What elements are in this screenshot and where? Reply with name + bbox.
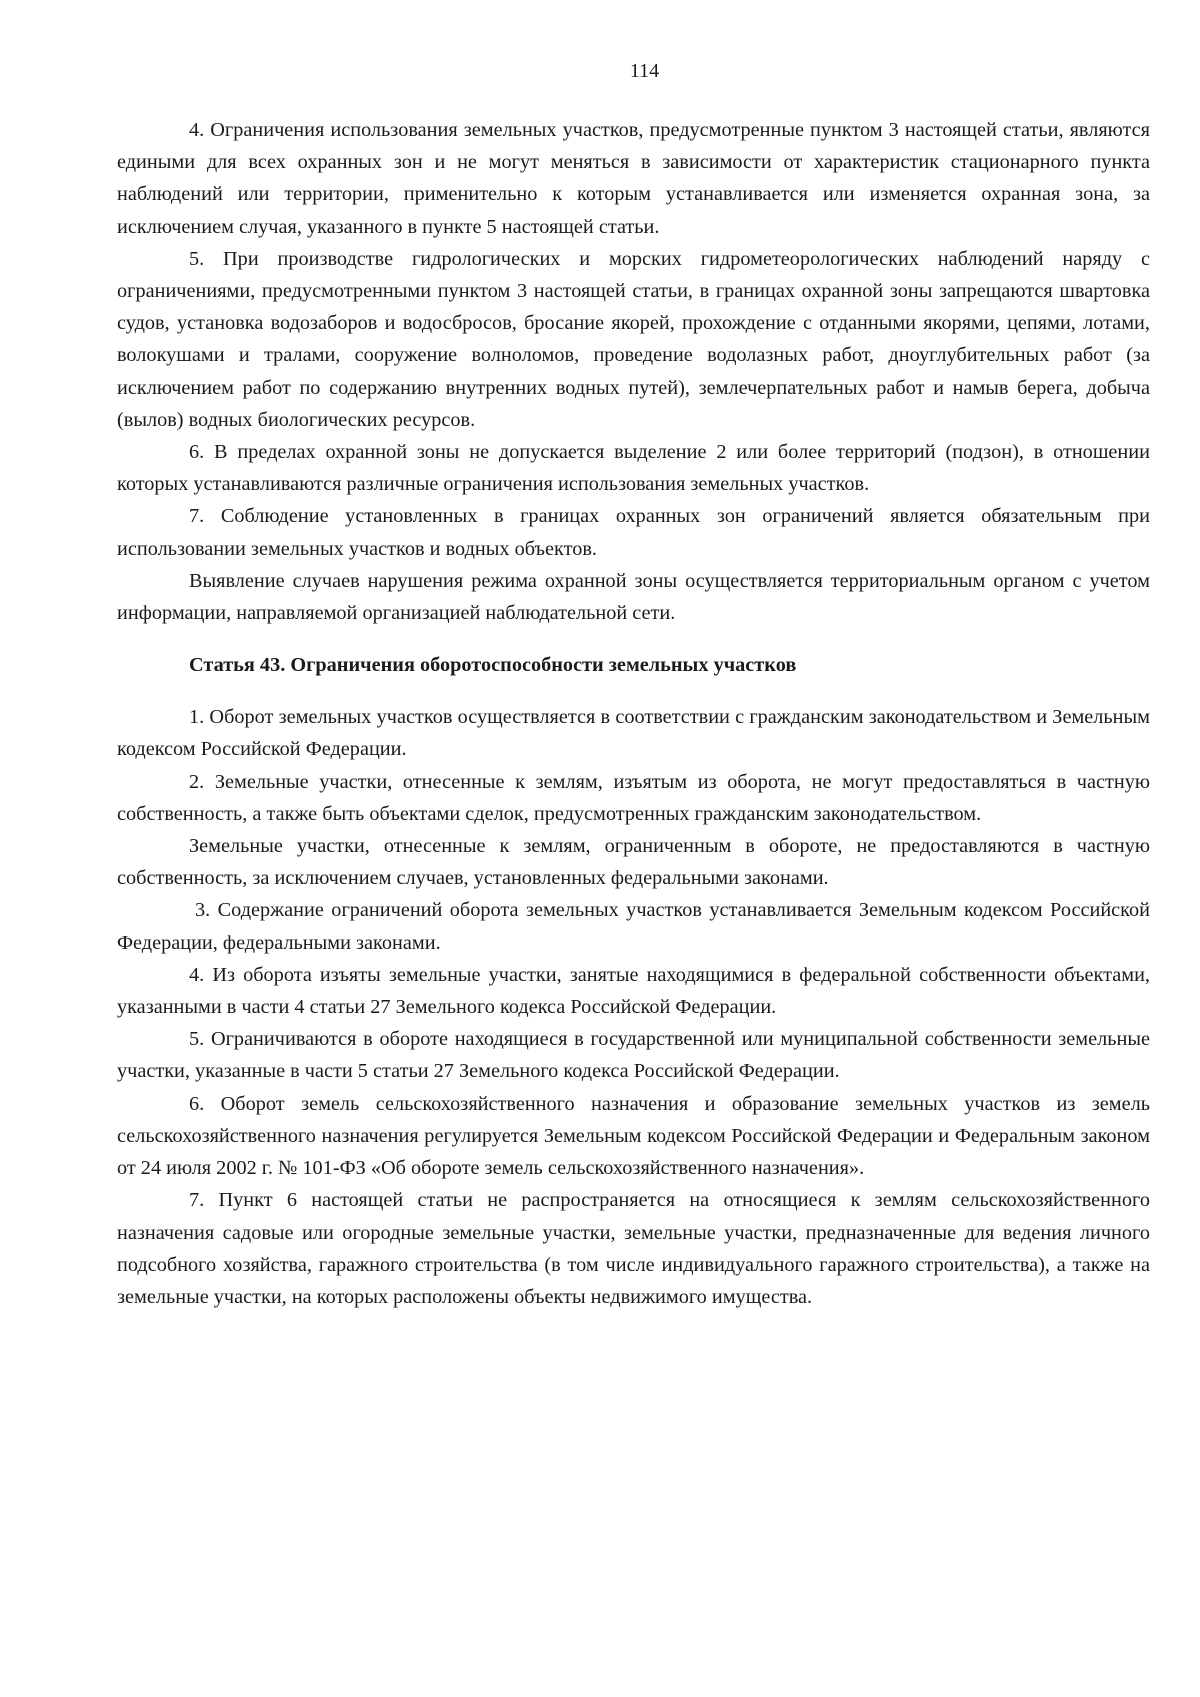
article-43-paragraph-5: 5. Ограничиваются в обороте находящиеся в государственной или муниципальной собственности земельные участки, указанные в части 5 статьи 27 Земельного кодекса Российской Федерации. — [117, 1028, 1150, 1083]
article-43-paragraph-2-continued: Земельные участки, отнесенные к землям, ограниченным в обороте, не предоставляются в частную собственность, за исключением случаев, установленных федеральными законами. — [117, 835, 1150, 890]
article-43-paragraph-4: 4. Из оборота изъяты земельные участки, занятые находящимися в федеральной собственности объектами, указанными в части 4 статьи 27 Земельного кодекса Российской Федерации. — [117, 963, 1150, 1019]
document-page — [117, 56, 1150, 1313]
article-43-heading: Статья 43. Ограничения оборотоспособности земельных участков — [189, 654, 797, 677]
article-43-paragraph-7: 7. Пункт 6 настоящей статьи не распространяется на относящиеся к землям сельскохозяйственного назначения садовые или огородные земельные участки, земельные участки, предназначенные для ведения личного подсобного хозяйства, гаражного строительства (в том числе индивидуального гаражного строительства), а также на земельные участки, на которых расположены объекты недвижимого имущества. — [117, 1189, 1150, 1308]
article-42-paragraph-4: 4. Ограничения использования земельных участков, предусмотренные пунктом 3 настоящей статьи, являются едиными для всех охранных зон и не могут меняться в зависимости от характеристик стационарного пункта наблюдений или территории, применительно к которым устанавливается или изменяется охранная зона, за исключением случая, указанного в пункте 5 настоящей статьи. — [117, 119, 1150, 238]
article-42-paragraph-6: 6. В пределах охранной зоны не допускается выделение 2 или более территорий (подзон), в отношении которых устанавливаются различные ограничения использования земельных участков. — [117, 441, 1150, 496]
article-43-paragraph-3: 3. Содержание ограничений оборота земельных участков устанавливается Земельным кодексом Российской Федерации, федеральными законами. — [117, 899, 1150, 954]
article-43-paragraph-2: 2. Земельные участки, отнесенные к землям, изъятым из оборота, не могут предоставляться в частную собственность, а также быть объектами сделок, предусмотренных гражданским законодательством. — [117, 770, 1150, 825]
article-42-paragraph-7: 7. Соблюдение установленных в границах охранных зон ограничений является обязательным при использовании земельных участков и водных объектов. — [117, 505, 1150, 560]
page-number: 114 — [629, 60, 660, 82]
article-43-paragraph-6: 6. Оборот земель сельскохозяйственного назначения и образование земельных участков из земель сельскохозяйственного назначения регулируется Земельным кодексом Российской Федерации и Федеральным законом от 24 июля 2002 г. № 101-ФЗ «Об обороте земель сельскохозяйственного назначения». — [117, 1092, 1150, 1180]
article-42-paragraph-7-continued: Выявление случаев нарушения режима охранной зоны осуществляется территориальным органом с учетом информации, направляемой организацией наблюдательной сети. — [117, 569, 1150, 625]
article-43-paragraph-1: 1. Оборот земельных участков осуществляется в соответствии с гражданским законодательством и Земельным кодексом Российской Федерации. — [117, 706, 1150, 761]
article-42-paragraph-5: 5. При производстве гидрологических и морских гидрометеорологических наблюдений наряду с ограничениями, предусмотренными пунктом 3 настоящей статьи, в границах охранной зоны запрещаются швартовка судов, установка водозаборов и водосбросов, бросание якорей, прохождение с отданными якорями, цепями, лотами, волокушами и тралами, сооружение волноломов, проведение водолазных работ, дноуглубительных работ (за исключением работ по содержанию внутренних водных путей), землечерпательных работ и намыв берега, добыча (вылов) водных биологических ресурсов. — [117, 247, 1150, 431]
